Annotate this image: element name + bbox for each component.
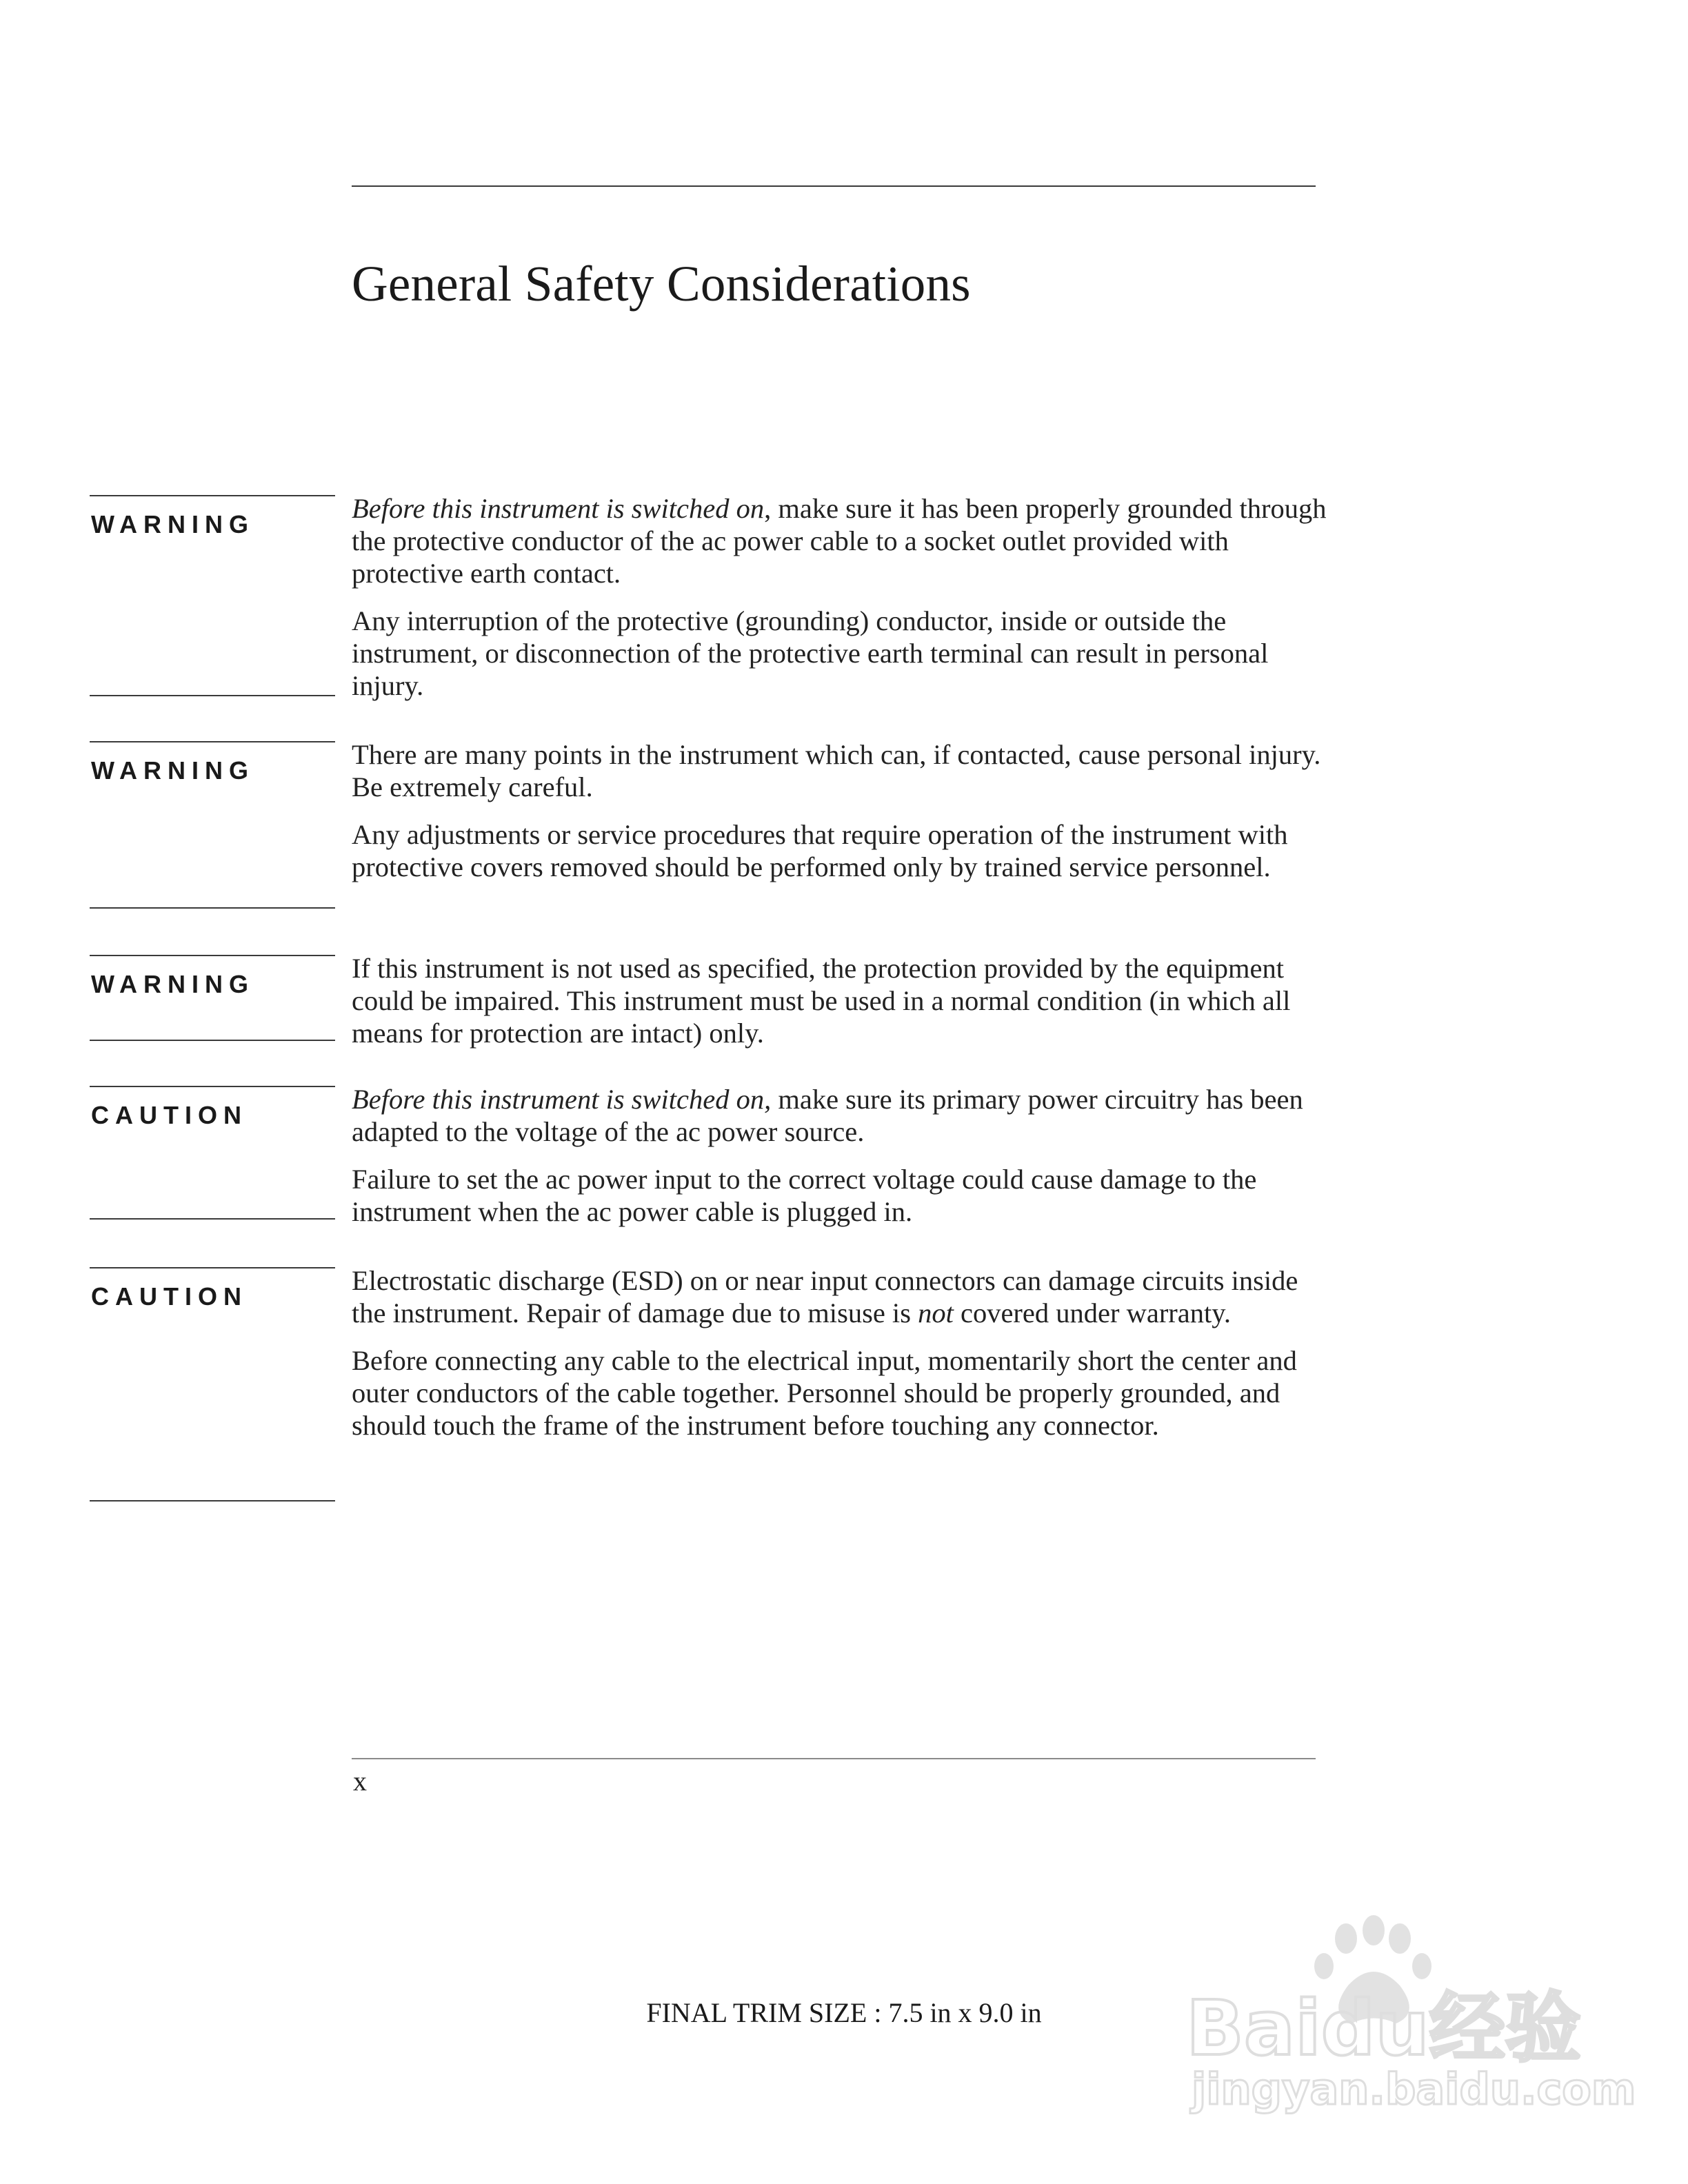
label-rule-bottom [90, 1218, 335, 1220]
warning-label: WARNING [91, 756, 254, 785]
label-rule-top [90, 1086, 335, 1087]
italic-phrase: Before this instrument is switched on, [352, 1084, 772, 1115]
label-rule-bottom [90, 1500, 335, 1502]
watermark-brand: Baidu经验 [1186, 1984, 1581, 2072]
caution-label: CAUTION [91, 1101, 248, 1129]
label-rule-top [90, 1267, 335, 1268]
notice-paragraph: Failure to set the ac power input to the correct voltage could cause damage to the instrument when the ac power cable is plugged in. [352, 1164, 1257, 1227]
notice-body [352, 1264, 1331, 1442]
page-title: General Safety Considerations [352, 256, 971, 312]
watermark-url: jingyan.baidu.com [1192, 2064, 1636, 2114]
notice-paragraph: Before connecting any cable to the electrical input, momentarily short the center and outer conductors of the cable together. Personnel should be properly grounded, and should touch the frame of the instrument before touching any connector. [352, 1345, 1297, 1441]
paragraph-text: Electrostatic discharge (ESD) on or near input connectors can damage circuits inside the instrument. Repair of damage due to misuse is [352, 1265, 1298, 1328]
paragraph-text: , make sure it has been properly grounded through the protective conductor of the ac power cable to a socket outlet provided with protective earth contact. [352, 493, 1327, 589]
notice-paragraph [352, 492, 1331, 589]
notice-body [352, 492, 1331, 702]
notice-paragraph: If this instrument is not used as specified, the protection provided by the equipment could be impaired. This instrument must be used in a normal condition (in which all means for protection are intact) only. [352, 953, 1291, 1049]
label-rule-bottom [90, 695, 335, 696]
notice-body [352, 952, 1331, 1049]
caution-notice [90, 1084, 1324, 1227]
label-rule-top [90, 955, 335, 956]
notice-label-column [90, 1086, 335, 1220]
notice-paragraph [352, 1264, 1331, 1329]
notice-paragraph [352, 1083, 1331, 1148]
notice-label-column [90, 1267, 335, 1502]
notice-paragraph: Any adjustments or service procedures that require operation of the instrument with protective covers removed should be performed only by trained service personnel. [352, 819, 1288, 882]
notice-paragraph: There are many points in the instrument which can, if contacted, cause personal injury. Be extremely careful. [352, 739, 1321, 802]
notice-body [352, 1083, 1331, 1228]
notice-label-column [90, 495, 335, 696]
italic-word: not [918, 1297, 954, 1328]
notice-label-column [90, 955, 335, 1041]
notice-body [352, 738, 1331, 883]
warning-notice [90, 953, 1324, 1049]
warning-label: WARNING [91, 970, 254, 998]
paragraph-text: make sure its primary power circuitry has been adapted to the voltage of the ac power source. [352, 1084, 1303, 1147]
label-rule-top [90, 741, 335, 742]
caution-notice [90, 1267, 1324, 1502]
label-rule-bottom [90, 907, 335, 909]
warning-label: WARNING [91, 510, 254, 538]
label-rule-bottom [90, 1040, 335, 1041]
label-rule-top [90, 495, 335, 496]
warning-notice [90, 741, 1324, 909]
trim-size-note: FINAL TRIM SIZE : 7.5 in x 9.0 in [646, 1997, 1042, 2028]
italic-phrase: Before this instrument is switched on [352, 493, 765, 524]
page-number: x [353, 1766, 367, 1797]
notice-paragraph: Any interruption of the protective (grounding) conductor, inside or outside the instrument, or disconnection of the protective earth terminal can result in personal injury. [352, 605, 1269, 701]
caution-label: CAUTION [91, 1282, 248, 1311]
notice-label-column [90, 741, 335, 909]
baidu-watermark-logo [1172, 1910, 1636, 2116]
bottom-rule [352, 1758, 1316, 1759]
warning-notice [90, 493, 1327, 701]
paragraph-text: covered under warranty. [953, 1297, 1232, 1328]
top-rule [352, 185, 1316, 187]
